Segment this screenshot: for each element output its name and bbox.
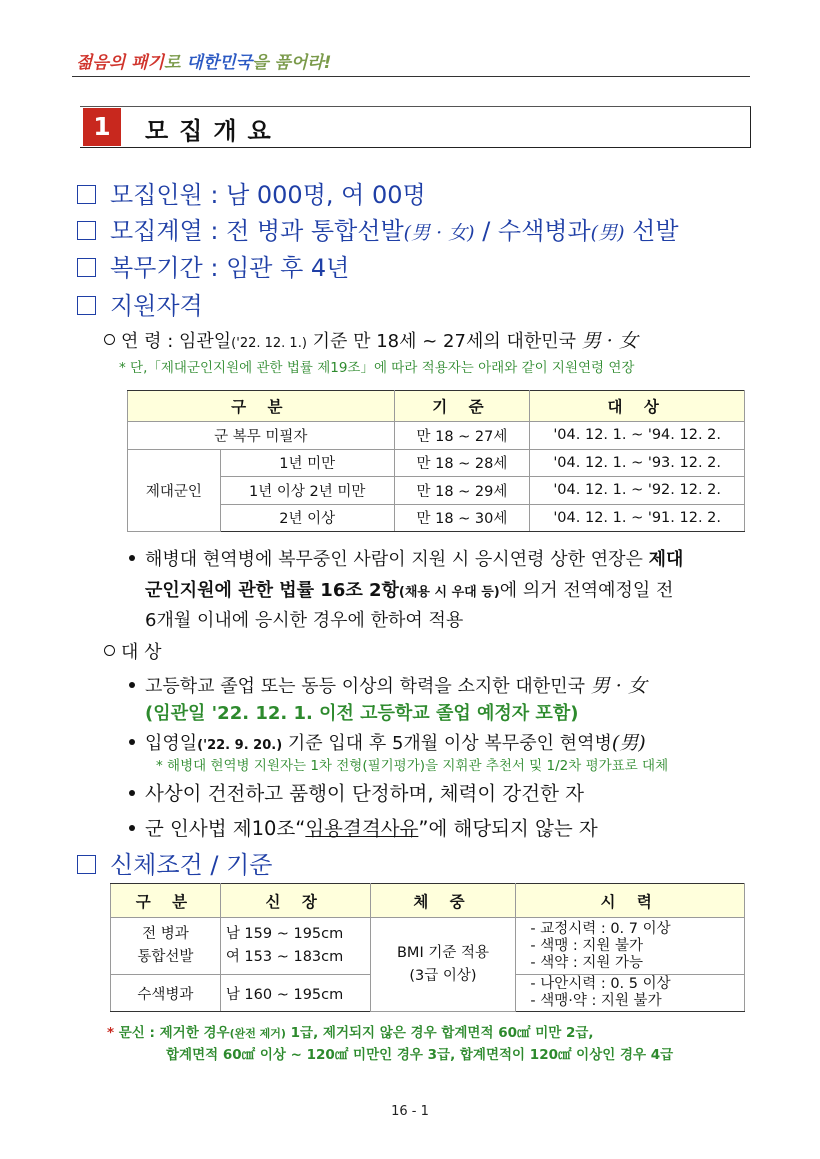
- target-bullet-1: [129, 671, 647, 698]
- checkbox-square-icon: [77, 185, 96, 204]
- target-text: 군 인사법 제10조“: [145, 817, 306, 840]
- target-text: 사상이 건전하고 품행이 단정하며, 체력이 강건한 자: [145, 782, 584, 805]
- item-qualification: [77, 286, 203, 321]
- footnote-line-2: 합계면적 60㎠ 이상 ~ 120㎠ 미만인 경우 3급, 합계면적이 120㎠ 이상인 경우 4급: [166, 1047, 674, 1063]
- item-text: 선발: [624, 217, 679, 245]
- marine-note-line-2: [145, 576, 673, 602]
- target-bullet-4: [129, 813, 598, 841]
- cell-label: 1년 이상 2년 미만: [220, 477, 394, 505]
- cell-vision: [516, 975, 745, 1012]
- target-date: ('22. 9. 20.): [197, 738, 283, 753]
- table-row: [128, 504, 745, 532]
- cell-label: 군 복무 미필자: [128, 422, 395, 450]
- table-row: [128, 422, 745, 450]
- target-underlined: 임용결격사유: [305, 817, 419, 840]
- item-text: 복무기간 : 임관 후 4년: [110, 254, 350, 282]
- cell-line: 통합선발: [137, 949, 194, 965]
- bullet-icon: [129, 790, 135, 796]
- target-label: [104, 638, 162, 664]
- cell-line: 전 병과: [142, 926, 189, 942]
- cell-label: 2년 이상: [220, 504, 394, 532]
- target-text: 고등학교 졸업 또는 동등 이상의 학력을 소지한 대한민국: [145, 676, 591, 697]
- item-physical: [77, 845, 272, 880]
- cell-vision: [516, 918, 745, 975]
- cell-line: - 나안시력 : 0. 5 이상: [530, 976, 671, 992]
- cell-line: BMI 기준 적용: [396, 944, 489, 961]
- footnote-line-1: [107, 1021, 594, 1041]
- footnote-star: *: [107, 1025, 115, 1041]
- footnote-small: (완전 제거): [229, 1027, 286, 1040]
- phys-header-vision: 시 력: [516, 884, 745, 918]
- target-bullet-2-note: * 해병대 현역병 지원자는 1차 전형(필기평가)을 지휘관 추천서 및 1/2차 평가표로 대체: [156, 758, 669, 774]
- item-text: 지원자격: [110, 292, 203, 320]
- cell-range: 만 18 ~ 27세: [394, 422, 530, 450]
- target-bullet-1-note: [145, 699, 578, 725]
- marine-note-small: (채용 시 우대 등): [398, 585, 500, 600]
- checkbox-square-icon: [77, 855, 96, 874]
- cell-line: - 색약 : 지원 가능: [530, 954, 643, 971]
- gender-mark: (男): [611, 732, 646, 754]
- header-part-1: 젊음의 패기: [76, 53, 165, 73]
- marine-note-text: 에 의거 전역예정일 전: [499, 580, 674, 601]
- item-text: 모집계열 : 전 병과 통합선발: [110, 217, 404, 245]
- marine-note-bold: 군인지원에 관한 법률 16조 2항: [145, 580, 399, 601]
- header-part-2: 로: [164, 53, 187, 73]
- item-recruit-series: [77, 211, 679, 246]
- table-row: [111, 918, 745, 975]
- cell-line: 여 153 ~ 183cm: [225, 949, 344, 965]
- footnote-text: 문신 : 제거한 경우: [114, 1025, 230, 1041]
- cell-line: 남 159 ~ 195cm: [225, 926, 344, 942]
- marine-note-line-1: [129, 545, 683, 571]
- checkbox-square-icon: [77, 258, 96, 277]
- bullet-icon: [129, 825, 135, 831]
- circle-bullet-icon: [104, 334, 115, 345]
- target-text: ”에 해당되지 않는 자: [418, 817, 598, 840]
- marine-note-line-3: 6개월 이내에 응시한 경우에 한하여 적용: [145, 610, 464, 631]
- cell-target: '04. 12. 1. ~ '94. 12. 2.: [530, 422, 745, 450]
- cell-line: - 색맹·약 : 지원 불가: [530, 993, 662, 1009]
- page-header: [76, 48, 331, 73]
- table-row: [128, 477, 745, 505]
- target-text: 기준 입대 후 5개월 이상 복무중인 현역병: [282, 733, 612, 754]
- cell-target: '04. 12. 1. ~ '92. 12. 2.: [530, 477, 745, 505]
- cell-range: 만 18 ~ 30세: [394, 504, 530, 532]
- age-desc: 기준 만 18세 ~ 27세의 대한민국: [306, 331, 582, 352]
- section-title: 모집개요: [145, 117, 282, 145]
- cell-height: 남 160 ~ 195cm: [220, 975, 370, 1012]
- target-label-text: 대 상: [121, 642, 162, 663]
- marine-note-bold: 제대: [648, 549, 684, 570]
- marine-note-text: 해병대 현역병에 복무중인 사람이 지원 시 응시연령 상한 연장은: [145, 549, 649, 570]
- age-date: ('22. 12. 1.): [231, 336, 307, 351]
- header-part-3: 대한민국: [186, 53, 253, 73]
- cell-label: 1년 미만: [220, 449, 394, 477]
- target-bullet-3: [129, 778, 584, 806]
- target-text: 입영일: [145, 733, 198, 754]
- checkbox-square-icon: [77, 221, 96, 240]
- cell-target: '04. 12. 1. ~ '93. 12. 2.: [530, 449, 745, 477]
- cell-line: - 교정시력 : 0. 7 이상: [530, 920, 671, 937]
- physical-table: [110, 883, 745, 1012]
- item-text: 신체조건 / 기준: [110, 851, 273, 879]
- cell-height: [220, 918, 370, 975]
- item-text: 모집인원 : 남 000명, 여 00명: [110, 181, 426, 209]
- cell-line: - 색맹 : 지원 불가: [530, 937, 643, 954]
- phys-header-weight: 체 중: [370, 884, 516, 918]
- bullet-icon: [129, 555, 135, 561]
- item-text: / 수색병과: [474, 217, 591, 245]
- cell-target: '04. 12. 1. ~ '91. 12. 2.: [530, 504, 745, 532]
- age-table-header-target: 대 상: [530, 391, 745, 422]
- table-row: [128, 449, 745, 477]
- age-label: 연 령 : 임관일: [121, 331, 232, 352]
- gender-mark: 男 · 女: [581, 330, 638, 352]
- section-number-badge: 1: [83, 108, 121, 146]
- cell-veteran-label: 제대군인: [128, 449, 221, 532]
- age-table: [127, 390, 745, 532]
- header-part-4: 을 품어라!: [252, 53, 332, 73]
- bullet-icon: [129, 682, 135, 688]
- bullet-icon: [129, 739, 135, 745]
- gender-mark: 男 · 女: [590, 675, 647, 697]
- gender-mark: (男): [590, 222, 625, 244]
- age-table-header-standard: 기 준: [394, 391, 530, 422]
- age-extension-note: * 단,「제대군인지원에 관한 법률 제19조」에 따라 적용자는 아래와 같이 지원연령 연장: [119, 360, 635, 376]
- gender-mark: (男 · 女): [403, 222, 475, 244]
- cell-weight: [370, 918, 516, 1012]
- cell-line: (3급 이상): [409, 967, 477, 984]
- cell-range: 만 18 ~ 28세: [394, 449, 530, 477]
- item-service-period: [77, 248, 349, 283]
- target-bullet-2: [129, 728, 646, 755]
- item-recruit-count: [77, 175, 426, 210]
- age-line: [104, 326, 638, 353]
- header-divider: [72, 76, 750, 77]
- cell-label: 수색병과: [111, 975, 221, 1012]
- circle-bullet-icon: [104, 645, 115, 656]
- page-number: 16 - 1: [391, 1104, 429, 1119]
- age-table-header-category: 구 분: [128, 391, 395, 422]
- checkbox-square-icon: [77, 296, 96, 315]
- footnote-text: 1급, 제거되지 않은 경우 합계면적 60㎠ 미만 2급,: [285, 1025, 594, 1041]
- cell-label: [111, 918, 221, 975]
- phys-header-height: 신 장: [220, 884, 370, 918]
- cell-range: 만 18 ~ 29세: [394, 477, 530, 505]
- phys-header-category: 구 분: [111, 884, 221, 918]
- target-note-green: (임관일 '22. 12. 1. 이전 고등학교 졸업 예정자 포함): [145, 703, 579, 724]
